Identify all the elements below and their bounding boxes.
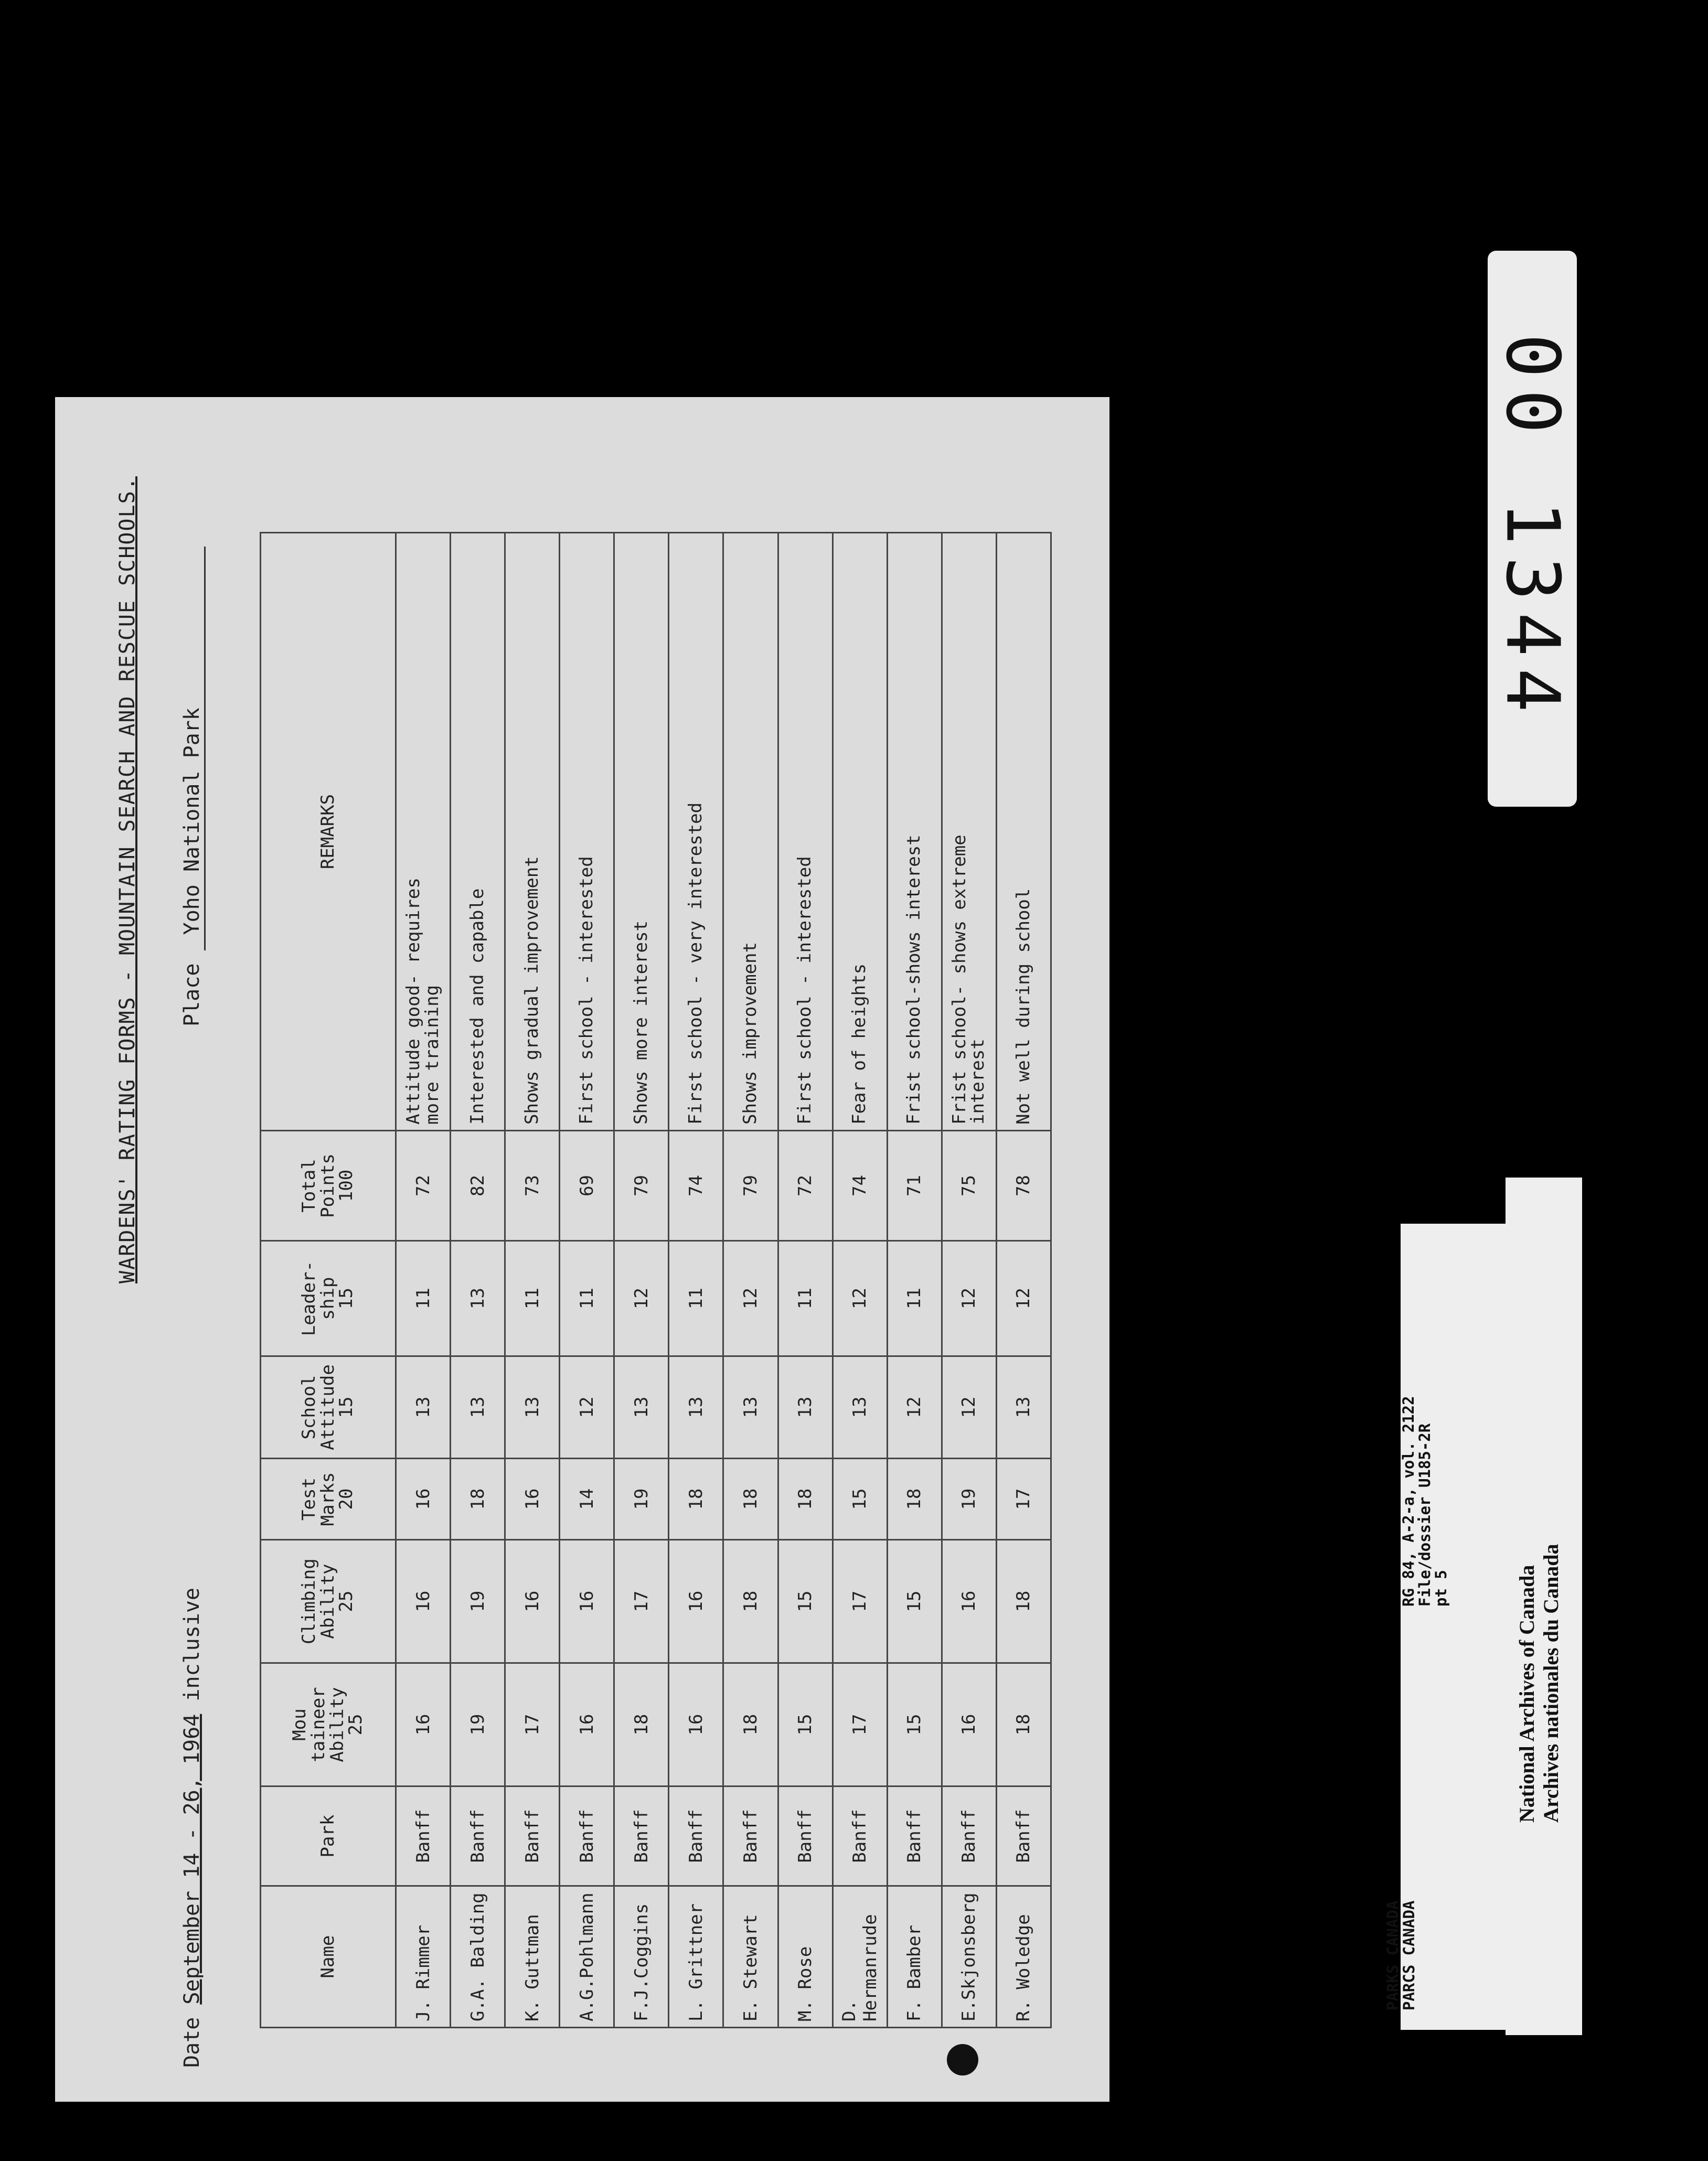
reference-line-1: RG 84, A-2-a, vol. 2122 [1400,1396,1417,1607]
cell-test: 16 [396,1459,451,1540]
cell-park: Banff [451,1786,505,1886]
table-row [887,533,942,2028]
cell-remarks: Frist school-shows interest [887,533,942,1131]
cell-leadership: 12 [942,1241,996,1356]
header-name: Name [261,1886,396,2028]
place-label: Place [180,963,204,1026]
cell-mountaineer: 18 [723,1663,778,1786]
cell-park: Banff [887,1786,942,1886]
rating-table [260,532,1052,2028]
header-test-label: Test Marks 20 [298,1472,357,1526]
cell-total: 73 [505,1131,560,1241]
cell-leadership: 11 [505,1241,560,1356]
parks-canada-text [1385,1900,1417,2010]
national-archives-label [1506,1178,1582,2035]
cell-park: Banff [723,1786,778,1886]
table-header-row [261,533,396,2028]
cell-name: E.Skjonsberg [942,1886,996,2028]
cell-mountaineer: 17 [505,1663,560,1786]
archive-reference [1401,1396,1449,1607]
table-row [560,533,614,2028]
cell-name: A.G.Pohlmann [560,1886,614,2028]
table-row [996,533,1051,2028]
cell-total: 72 [396,1131,451,1241]
cell-mountaineer: 15 [887,1663,942,1786]
cell-climbing: 16 [560,1540,614,1663]
cell-attitude: 12 [942,1356,996,1459]
cell-mountaineer: 16 [669,1663,723,1786]
cell-remarks: Interested and capable [451,533,505,1131]
parks-line-en: PARKS CANADA [1384,1900,1402,2010]
cell-mountaineer: 18 [614,1663,669,1786]
cell-park: Banff [778,1786,832,1886]
cell-attitude: 13 [832,1356,887,1459]
cell-climbing: 16 [505,1540,560,1663]
cell-climbing: 16 [669,1540,723,1663]
cell-test: 18 [723,1459,778,1540]
cell-attitude: 13 [505,1356,560,1459]
header-attitude-label: School Attitude 15 [298,1364,357,1450]
cell-attitude: 13 [778,1356,832,1459]
table-row [942,533,996,2028]
cell-total: 74 [669,1131,723,1241]
cell-attitude: 13 [723,1356,778,1459]
cell-total: 75 [942,1131,996,1241]
cell-mountaineer: 15 [778,1663,832,1786]
cell-park: Banff [614,1786,669,1886]
cell-total: 74 [832,1131,887,1241]
cell-leadership: 12 [832,1241,887,1356]
table-row [778,533,832,2028]
cell-park: Banff [396,1786,451,1886]
cell-mountaineer: 18 [996,1663,1051,1786]
cell-leadership: 11 [396,1241,451,1356]
cell-remarks: Shows gradual improvement [505,533,560,1131]
cell-leadership: 12 [996,1241,1051,1356]
frame-counter-label [1488,251,1577,807]
reference-line-3: pt 5 [1432,1570,1450,1607]
document-title: WARDENS' RATING FORMS - MOUNTAIN SEARCH AND RESCUE SCHOOLS. [115,476,140,1283]
cell-name: R. Woledge [996,1886,1051,2028]
cell-test: 14 [560,1459,614,1540]
cell-test: 16 [505,1459,560,1540]
frame-number: 00 1344 [1489,333,1575,724]
cell-climbing: 15 [887,1540,942,1663]
cell-test: 17 [996,1459,1051,1540]
cell-total: 71 [887,1131,942,1241]
cell-total: 78 [996,1131,1051,1241]
header-leadership [261,1241,396,1356]
cell-remarks: First school - interested [778,533,832,1131]
parks-line-fr: PARCS CANADA [1400,1900,1418,2010]
cell-climbing: 17 [614,1540,669,1663]
header-leadership-label: Leader- ship 15 [298,1260,357,1336]
cell-remarks: Shows more interest [614,533,669,1131]
cell-attitude: 13 [996,1356,1051,1459]
cell-mountaineer: 17 [832,1663,887,1786]
cell-park: Banff [832,1786,887,1886]
header-school-attitude [261,1356,396,1459]
header-climbing-ability [261,1540,396,1663]
cell-leadership: 13 [451,1241,505,1356]
cell-park: Banff [505,1786,560,1886]
parks-canada-label [1384,1224,1511,2030]
table-row [505,533,560,2028]
cell-climbing: 16 [942,1540,996,1663]
cell-leadership: 12 [723,1241,778,1356]
header-remarks: REMARKS [261,533,396,1131]
date-value: September 14 - 26, 1964 [180,1714,204,2005]
cell-attitude: 12 [560,1356,614,1459]
cell-climbing: 16 [396,1540,451,1663]
cell-remarks: Shows improvement [723,533,778,1131]
cell-remarks: Not well during school [996,533,1051,1131]
cell-attitude: 13 [669,1356,723,1459]
date-label: Date [180,2017,204,2068]
cell-test: 18 [451,1459,505,1540]
cell-test: 19 [614,1459,669,1540]
cell-attitude: 12 [887,1356,942,1459]
cell-climbing: 17 [832,1540,887,1663]
place-line [180,547,206,1026]
cell-attitude: 13 [614,1356,669,1459]
cell-leadership: 11 [560,1241,614,1356]
cell-leadership: 11 [669,1241,723,1356]
header-test-marks [261,1459,396,1540]
cell-test: 19 [942,1459,996,1540]
table-row [832,533,887,2028]
table-row [614,533,669,2028]
header-mountaineer-ability [261,1663,396,1786]
place-value: Yoho National Park [180,547,206,950]
cell-mountaineer: 19 [451,1663,505,1786]
ink-blot [947,2044,978,2076]
cell-climbing: 15 [778,1540,832,1663]
cell-test: 18 [669,1459,723,1540]
cell-name: D. Hermanrude [832,1886,887,2028]
reference-line-2: File/dossier U185-2R [1416,1423,1434,1607]
cell-attitude: 13 [396,1356,451,1459]
nac-line-fr: Archives nationales du Canada [1539,1544,1563,1823]
cell-mountaineer: 16 [942,1663,996,1786]
cell-mountaineer: 16 [560,1663,614,1786]
cell-remarks: Frist school- shows extreme interest [942,533,996,1131]
national-archives-text [1515,1544,1563,1823]
header-park: Park [261,1786,396,1886]
cell-attitude: 13 [451,1356,505,1459]
cell-name: J. Rimmer [396,1886,451,2028]
table-row [723,533,778,2028]
table-row [669,533,723,2028]
cell-name: L. Grittner [669,1886,723,2028]
cell-mountaineer: 16 [396,1663,451,1786]
cell-total: 79 [723,1131,778,1241]
cell-leadership: 11 [778,1241,832,1356]
cell-total: 79 [614,1131,669,1241]
date-suffix: inclusive [180,1587,204,1702]
cell-park: Banff [669,1786,723,1886]
cell-total: 82 [451,1131,505,1241]
header-climbing-label: Climbing Ability 25 [298,1558,357,1644]
cell-remarks: First school - very interested [669,533,723,1131]
cell-test: 18 [778,1459,832,1540]
header-total-label: Total Points 100 [298,1153,357,1218]
date-line [180,1588,204,2068]
cell-remarks: Fear of heights [832,533,887,1131]
cell-total: 69 [560,1131,614,1241]
nac-line-en: National Archives of Canada [1515,1565,1539,1823]
cell-climbing: 18 [723,1540,778,1663]
cell-remarks: First school - interested [560,533,614,1131]
cell-park: Banff [560,1786,614,1886]
cell-test: 18 [887,1459,942,1540]
cell-name: G.A. Balding [451,1886,505,2028]
cell-leadership: 11 [887,1241,942,1356]
cell-total: 72 [778,1131,832,1241]
cell-remarks: Attitude good- requires more training [396,533,451,1131]
cell-name: E. Stewart [723,1886,778,2028]
cell-name: M. Rose [778,1886,832,2028]
cell-leadership: 12 [614,1241,669,1356]
header-mountaineer-label: Mou taineer Ability 25 [289,1687,367,1762]
scanned-document [55,397,1109,2102]
cell-climbing: 19 [451,1540,505,1663]
cell-name: F.J.Coggins [614,1886,669,2028]
cell-climbing: 18 [996,1540,1051,1663]
table-row [396,533,451,2028]
document-content [55,397,1109,2102]
table-body [396,533,1051,2028]
header-total-points [261,1131,396,1241]
cell-park: Banff [942,1786,996,1886]
cell-name: F. Bamber [887,1886,942,2028]
cell-test: 15 [832,1459,887,1540]
cell-park: Banff [996,1786,1051,1886]
table-row [451,533,505,2028]
cell-name: K. Guttman [505,1886,560,2028]
